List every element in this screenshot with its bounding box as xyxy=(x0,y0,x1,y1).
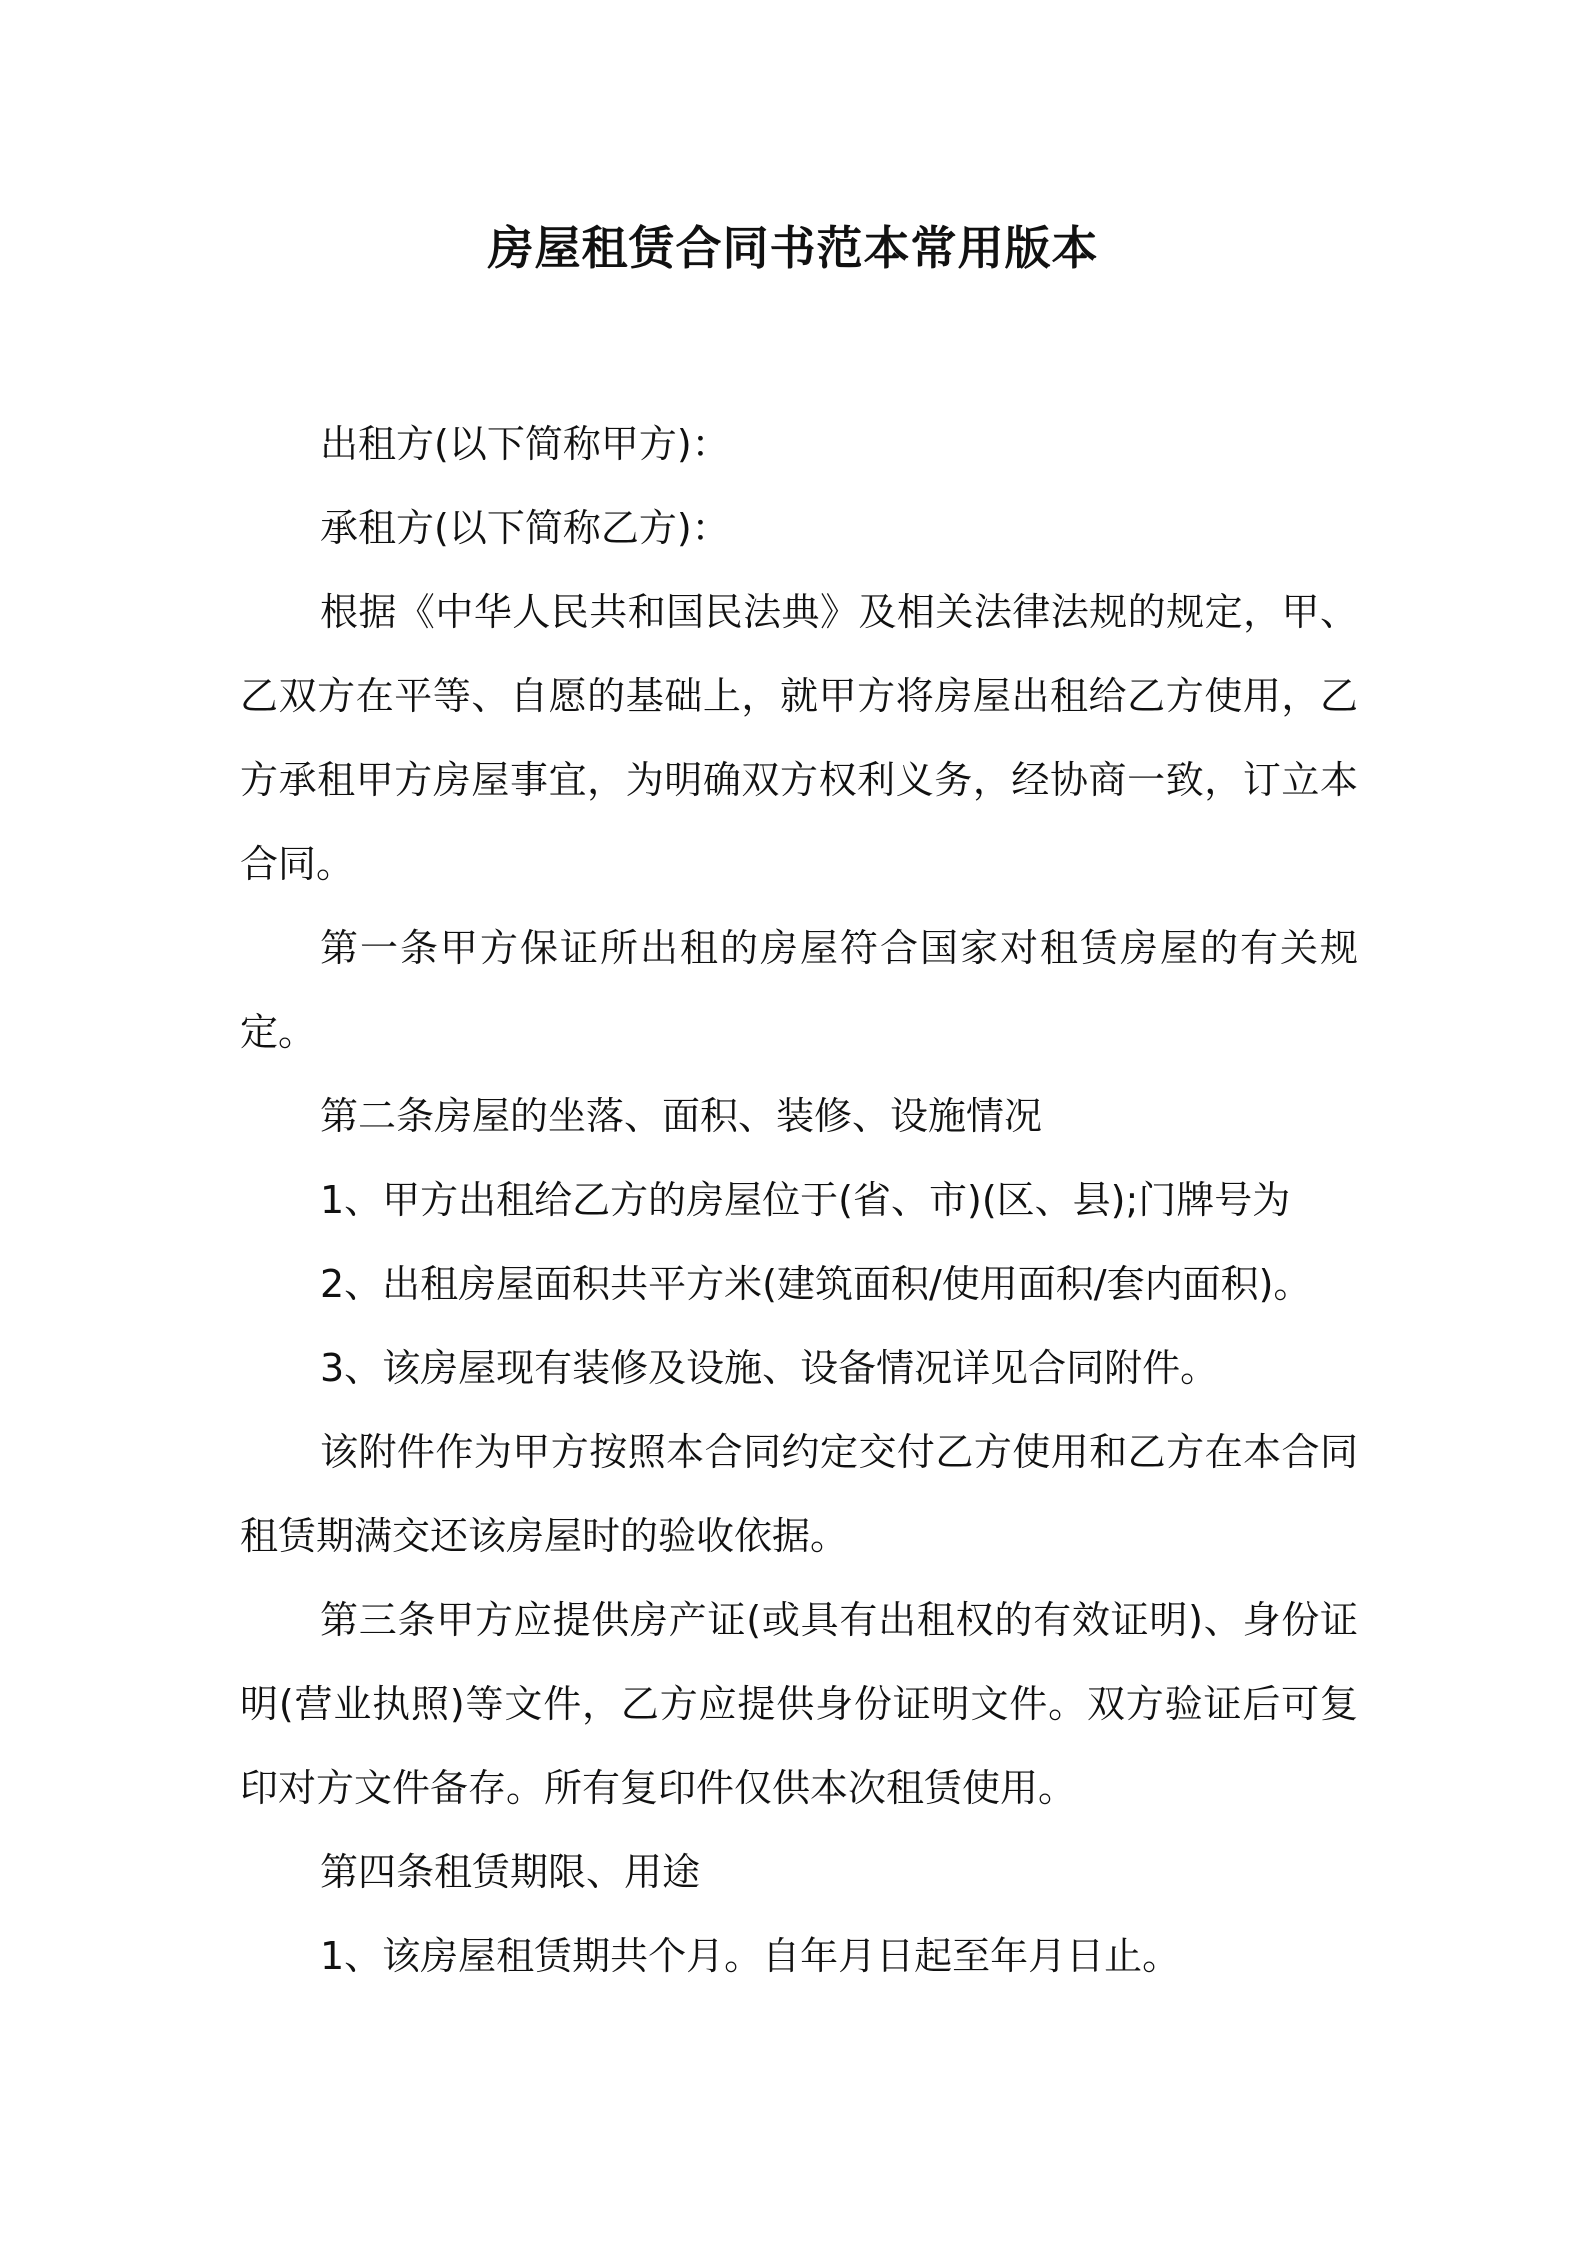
lessor-line: 出租方(以下简称甲方)： xyxy=(320,422,730,466)
article-2-heading: 第二条房屋的坐落、面积、装修、设施情况 xyxy=(320,1094,1043,1138)
article-4-heading: 第四条租赁期限、用途 xyxy=(320,1850,701,1894)
preamble-paragraph: 根据《中华人民共和国民法典》及相关法律法规的规定，甲、乙双方在平等、自愿的基础上，就甲方将房屋出租给乙方使用，乙方承租甲方房屋事宜，为明确双方权利义务，经协商一致，订立本合同。 xyxy=(240,590,1358,886)
annex-paragraph: 该附件作为甲方按照本合同约定交付乙方使用和乙方在本合同租赁期满交还该房屋时的验收依据。 xyxy=(240,1430,1358,1558)
article-3-paragraph: 第三条甲方应提供房产证(或具有出租权的有效证明)、身份证明(营业执照)等文件，乙方应提供身份证明文件。双方验证后可复印对方文件备存。所有复印件仅供本次租赁使用。 xyxy=(240,1598,1358,1810)
article-4-item-1: 1、该房屋租赁期共个月。自年月日起至年月日止。 xyxy=(320,1934,1181,1978)
document-title: 房屋租赁合同书范本常用版本 xyxy=(487,221,1099,275)
article-2-item-1: 1、甲方出租给乙方的房屋位于(省、市)(区、县);门牌号为 xyxy=(320,1178,1291,1222)
lessee-line: 承租方(以下简称乙方)： xyxy=(320,506,730,550)
article-2-item-3: 3、该房屋现有装修及设施、设备情况详见合同附件。 xyxy=(320,1346,1219,1390)
document-body xyxy=(240,402,1358,1998)
article-2-item-2: 2、出租房屋面积共平方米(建筑面积/使用面积/套内面积)。 xyxy=(320,1262,1312,1306)
article-1-paragraph: 第一条甲方保证所出租的房屋符合国家对租赁房屋的有关规定。 xyxy=(240,926,1358,1054)
